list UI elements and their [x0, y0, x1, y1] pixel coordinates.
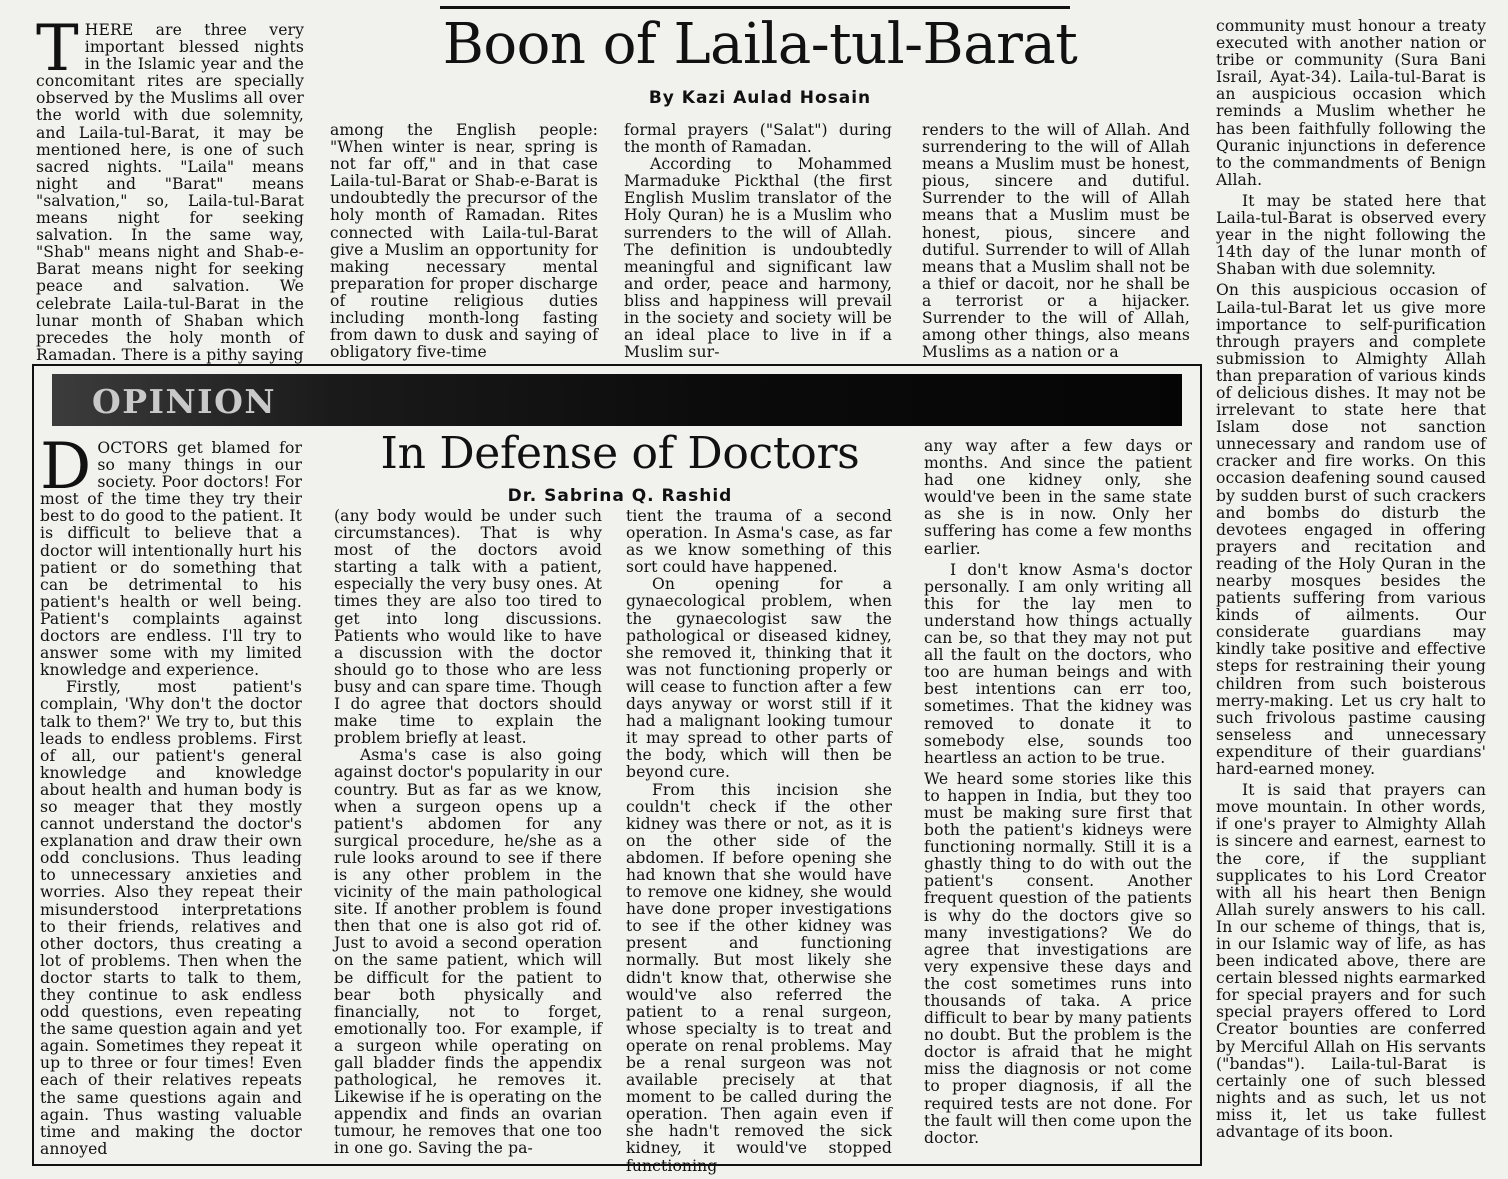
article1-paragraph-9: It is said that prayers can move mountain. In other words, if one's prayer to Almighty Allah is sincere and earnest, earnest to the core, if the suppliant supplicates to his Lord Creator with all his heart then Benign Allah surely answers to his call. In our scheme of things, that is, in our Islamic way of life, as has been indicated above, there are certain blessed nights earmarked for special prayers and for such special prayers offered to Lord Creator bounties are conferred by Merciful Allah on His servants ("bandas"). Laila-tul-Barat is certainly one of such blessed nights and as such, let us not miss it, let us take fullest advantage of its boon. [1216, 781, 1486, 1141]
top-rule [440, 6, 1070, 9]
article2-paragraph-3: (any body would be under such circumstances). That is why most of the doctors avoid starting a talk with a patient, especially the very busy ones. At times they are also too tired to get into long discussions. Patients who would like to have a discussion with the doctor should go to those who are less busy and can spare time. Though I do agree that doctors should make time to explain the problem briefly at least. [334, 507, 602, 748]
article2-paragraph-7: From this incision she couldn't check if the other kidney was there or not, as it is on the other side of the abdomen. If before opening she had known that she would have to remove one kidney, she would have done proper investigations to see if the other kidney was present and functioning normally. But most likely she didn't know that, otherwise she would've also referred the patient to a renal surgeon, whose specialty is to treat and operate on renal problems. May be a renal surgeon was not available precisely at that moment to be called during the operation. Then again even if she hadn't removed the sick kidney, it would've stopped functioning [626, 780, 892, 1175]
article2-paragraph-2: Firstly, most patient's complain, 'Why don't the doctor talk to them?' We try to, but this leads to endless problems. First of all, our patient's general knowledge and knowledge about health and human body is so meager that they mostly cannot understand the doctor's explanation and draw their own odd conclusions. Thus leading to unnecessary anxieties and worries. Also they repeat their misunderstood interpretations to their friends, relatives and other doctors, thus creating a lot of problems. Then when the doctor starts to talk to them, they continue to ask endless odd questions, even repeating the same question again and yet again. Sometimes they repeat it up to three or four times! Even each of their relatives repeats the same questions again and again. Thus wasting valuable time and making the doctor annoyed [40, 678, 302, 1158]
article1-column-5 [1216, 18, 1486, 1141]
article2-column-3 [626, 508, 892, 1175]
article2-paragraph-6: On opening for a gynaecological problem, when the gynaecologist saw the pathological or diseased kidney, she removed it, thinking that it was not functioning properly or will cease to function after a few days anyway or worst still if it had a malignant looking tumour it may spread to other parts of the body, which will then be beyond cure. [626, 575, 892, 782]
article1-dropcap: T [36, 12, 79, 86]
article2-paragraph-8: any way after a few days or months. And since the patient had one kidney only, she would've been in the same state as she is in now. Only her suffering has come a few months earlier. [924, 437, 1192, 558]
article2-column-2 [334, 508, 602, 1158]
article1-paragraph-4: According to Mohammed Marmaduke Pickthal (the first English Muslim translator of the Holy Quran) he is a Muslim who surrenders to the will of Allah. The definition is undoubtedly meaningful and significant law and order, peace and harmony, bliss and happiness will prevail in the society and society will be an ideal place to live in if a Muslim sur- [624, 155, 892, 362]
opinion-label: OPINION [92, 382, 277, 421]
article2-column-1 [40, 430, 302, 1158]
article2-column-4 [924, 438, 1192, 1147]
article2-paragraph-1: OCTORS get blamed for so many things in our society. Poor doctors! For most of the time they try their best to do good to the patient. It is difficult to believe that a doctor will intentionally hurt his patient or do something that can be detrimental to his patient's health or well being. Patient's complaints against doctors are endless. I'll try to answer some with my limited knowledge and experience. [40, 439, 302, 680]
article2-dropcap: D [40, 430, 92, 504]
article1-headline: Boon of Laila-tul-Barat [442, 12, 1078, 77]
article1-column-4 [922, 122, 1190, 361]
article1-paragraph-8: On this auspicious occasion of Laila-tul-Barat let us give more importance to self-purification through prayers and complete submission to Almighty Allah than preparation of various kinds of delicious dishes. It may not be irrelevant to state here that Islam dose not sanction unnecessary and random use of cracker and fire works. On this occasion deafening sound caused by sudden burst of such crackers and bombs do disturb the devotees engaged in offering prayers and recitation and reading of the Holy Quran in the nearby mosques besides the patients suffering from various kinds of ailments. Our considerate guardians may kindly take positive and effective steps for restraining their young children from such boisterous merry-making. Let us cry halt to such frivolous pastime causing senseless and unnecessary expenditure of their guardians' hard-earned money. [1216, 281, 1486, 779]
article1-paragraph-1: HERE are three very important blessed nights in the Islamic year and the concomitant rites are specially observed by the Muslims all over the world with due solemnity, and Laila-tul-Barat, it may be mentioned here, is one of such sacred nights. "Laila" means night and "Barat" means "salvation," so, Laila-tul-Barat means night for seeking salvation. In the same way, "Shab" means night and Shab-e-Barat means night for seeking peace and salvation. We celebrate Laila-tul-Barat in the lunar month of Shaban which precedes the holy month of Ramadan. There is a pithy saying [36, 21, 304, 364]
article2-paragraph-5: tient the trauma of a second operation. In Asma's case, as far as we know something of this sort could have happened. [626, 507, 892, 577]
article2-byline: Dr. Sabrina Q. Rashid [507, 486, 733, 506]
article1-paragraph-6: community must honour a treaty executed with another nation or tribe or community (Sura Bani Israil, Ayat-34). Laila-tul-Barat is an auspicious occasion which reminds a Muslim whether he has been faithfully following the Quranic injunctions in deference to the commandments of Benign Allah. [1216, 17, 1486, 189]
article2-headline: In Defense of Doctors [380, 428, 860, 479]
article1-byline: By Kazi Aulad Hosain [648, 88, 872, 108]
article2-paragraph-10: We heard some stories like this to happen in India, but they too must be making sure first that both the patient's kidneys were functioning normally. Still it is a ghastly thing to do with out the patient's consent. Another frequent question of the patients is why do the doctors give so many investigations? We do agree that investigations are very expensive these days and the cost sometimes runs into thousands of taka. A price difficult to bear by many patients no doubt. But the problem is the doctor is afraid that he might miss the diagnosis or not come to proper diagnosis, if all the required tests are not done. For the fault will then come upon the doctor. [924, 769, 1192, 1147]
article1-column-3 [624, 122, 892, 361]
article1-column-1 [36, 12, 304, 364]
article1-paragraph-2: among the English people: "When winter is near, spring is not far off," and in that case Laila-tul-Barat or Shab-e-Barat is undoubtedly the precursor of the holy month of Ramadan. Rites connected with Laila-tul-Barat give a Muslim an opportunity for making necessary mental preparation for proper discharge of routine religious duties including month-long fasting from dawn to dusk and saying of obligatory five-time [330, 121, 598, 362]
article1-paragraph-5: renders to the will of Allah. And surrendering to the will of Allah means a Muslim must be honest, pious, sincere and dutiful. Surrender to the will of Allah means that a Muslim must be honest, pious, sincere and dutiful. Surrender to will of Allah means that a Muslim shall not be a thief or dacoit, nor he shall be a terrorist or a hijacker. Surrender to the will of Allah, among other things, also means Muslims as a nation or a [922, 121, 1190, 362]
article1-paragraph-3: formal prayers ("Salat") during the month of Ramadan. [624, 121, 892, 157]
article2-paragraph-4: Asma's case is also going against doctor's popularity in our country. But as far as we know, when a surgeon opens up a patient's abdomen for any surgical procedure, he/she as a rule looks around to see if there is any other problem in the vicinity of the main pathological site. If another problem is found then that one is also got rid of. Just to avoid a second operation on the same patient, which will be difficult for the patient to bear both physically and financially, not to forget, emotionally too. For example, if a surgeon while operating on gall bladder finds the appendix pathological, he removes it. Likewise if he is operating on the appendix and finds an ovarian tumour, he removes that one too in one go. Saving the pa- [334, 746, 602, 1158]
article2-paragraph-9: I don't know Asma's doctor personally. I am only writing all this for the lay men to understand how things actually can be, so that they may not put all the fault on the doctors, who too are human beings and with best intentions can err too, sometimes. That the kidney was removed to donate it to somebody else, sounds too heartless an action to be true. [924, 560, 1192, 767]
article1-paragraph-7: It may be stated here that Laila-tul-Barat is observed every year in the night following the 14th day of the lunar month of Shaban with due solemnity. [1216, 191, 1486, 279]
article1-column-2 [330, 122, 598, 361]
